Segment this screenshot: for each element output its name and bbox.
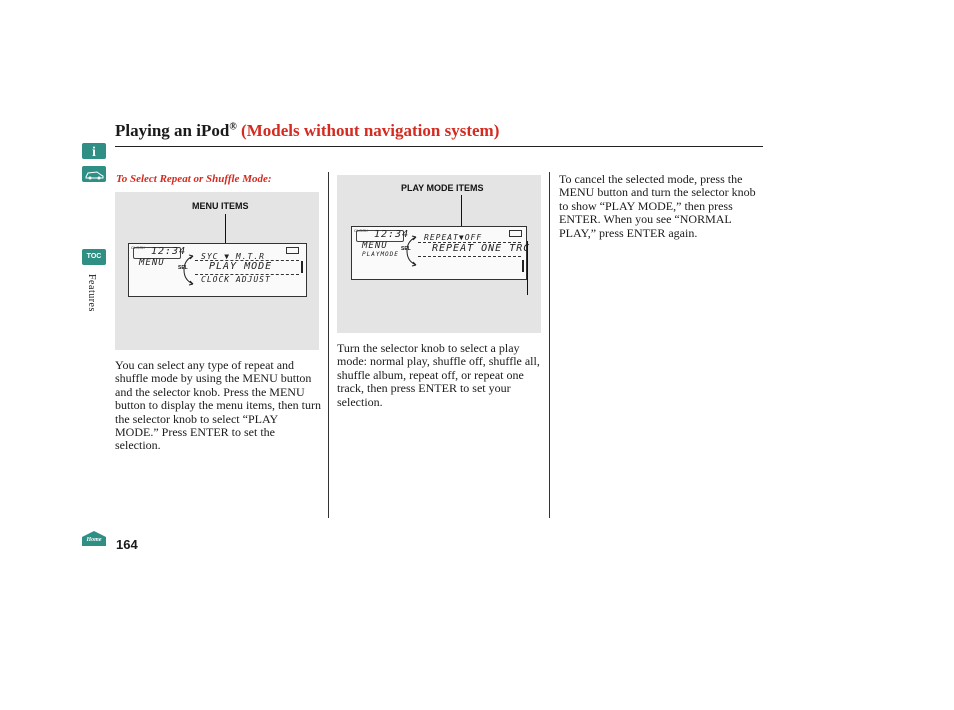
knob-arrows-icon <box>404 233 418 269</box>
lcd-display <box>351 226 531 280</box>
car-button[interactable] <box>82 166 106 182</box>
scroll-indicator <box>301 261 303 273</box>
figure-menu-items <box>115 192 319 350</box>
car-icon <box>82 166 106 182</box>
section-label: Features <box>86 274 97 312</box>
clock-tag: CLOCK <box>131 245 145 250</box>
clock-time: 12:34 <box>374 229 410 240</box>
title-reg: ® <box>229 121 237 133</box>
title-rule <box>115 146 763 147</box>
column-1-text: You can select any type of repeat and shuffle mode by using the MENU button and the selector knob. Press the MENU button to display the menu items, then turn the selector knob to select “PLAY MODE.” Press ENTER to set the selection. <box>115 358 321 453</box>
title-sub: (Models without navigation system) <box>241 121 500 140</box>
sel-label: SEL <box>401 246 411 252</box>
sel-label: SEL <box>178 265 188 271</box>
scroll-indicator <box>522 260 524 272</box>
menu-text: MENU <box>139 258 165 268</box>
toc-button[interactable] <box>82 249 106 265</box>
figure-label: PLAY MODE ITEMS <box>401 183 484 193</box>
home-label: Home <box>86 537 102 543</box>
lcd-line-3: CLOCK ADJUST <box>201 275 271 284</box>
lcd-line-2: PLAY MODE <box>209 261 273 272</box>
column-divider-1 <box>328 172 329 518</box>
column-3-text: To cancel the selected mode, press the MENU button and turn the selector knob to show “PLAY MODE,” then press ENTER. When you see “NORMAL PLAY,” press ENTER again. <box>559 172 756 240</box>
clock-time: 12:34 <box>151 246 187 257</box>
lcd-line-2: REPEAT ONE TRC <box>432 243 531 254</box>
lcd-line-1: SYC ▼ M.T.R <box>201 252 265 261</box>
figure-play-mode-items <box>337 175 541 333</box>
home-button[interactable] <box>81 530 107 547</box>
battery-icon <box>509 230 522 237</box>
lcd-display <box>128 243 307 297</box>
menu-text: MENU <box>362 241 388 251</box>
column-2-text: Turn the selector knob to select a play mode: normal play, shuffle off, shuffle all, shuffle album, repeat off, or repeat one track, then press ENTER to set your selection. <box>337 341 540 409</box>
column-divider-2 <box>549 172 550 518</box>
playmode-text: PLAYMODE <box>362 251 399 258</box>
clock-tag: CLOCK <box>354 228 368 233</box>
title-main: Playing an iPod <box>115 121 230 140</box>
battery-icon <box>286 247 299 254</box>
page-title <box>115 121 499 141</box>
lcd-line-1: REPEAT▼OFF <box>424 233 483 242</box>
info-button[interactable] <box>82 143 106 159</box>
page-number: 164 <box>116 537 138 552</box>
knob-arrows-icon <box>181 252 195 288</box>
toc-label: TOC <box>86 253 102 260</box>
info-icon: i <box>92 145 96 160</box>
figure-label: MENU ITEMS <box>192 201 249 211</box>
subheading: To Select Repeat or Shuffle Mode: <box>116 173 272 185</box>
